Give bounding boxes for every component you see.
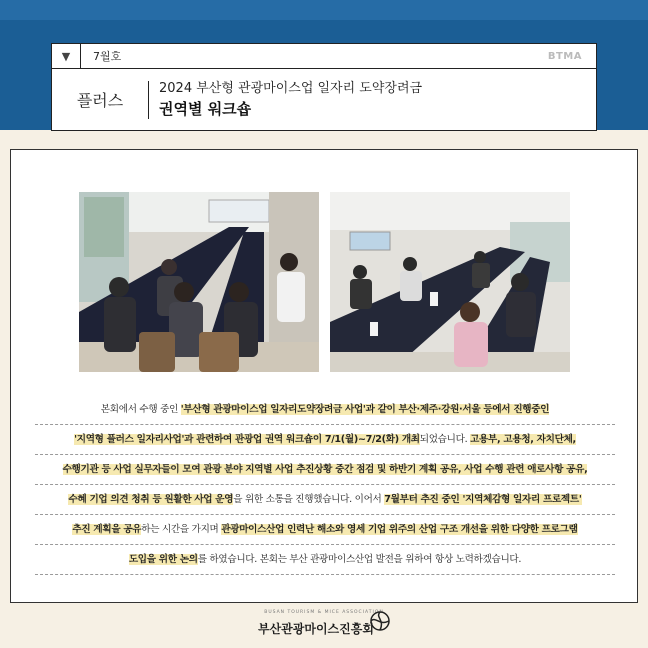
body-line — [35, 425, 615, 455]
workshop-photo-2 — [330, 192, 570, 372]
footer — [0, 606, 648, 648]
issue-bar — [51, 43, 597, 69]
footer-org-english: BUSAN TOURISM & MICE ASSOCIATION — [264, 610, 384, 615]
title-box — [51, 69, 597, 131]
footer-org-name: 부산관광마이스진흥회 — [258, 622, 374, 636]
body-line — [35, 545, 615, 575]
highlighted-text: 수행기관 등 사업 실무자들이 모여 관광 분야 지역별 사업 추진상황 중간 점검 및 하반기 계획 공유, 사업 수행 관련 애로사항 공유, — [62, 464, 588, 475]
body-text: 를 하였습니다. 본회는 부산 관광마이스산업 발전을 위하여 항상 노력하겠습니다. — [197, 554, 522, 565]
page-title: 권역별 워크숍 — [159, 99, 252, 118]
body-line — [35, 395, 615, 425]
body-line — [35, 515, 615, 545]
category-label: 플러스 — [76, 91, 124, 110]
page-subtitle: 2024 부산형 관광마이스업 일자리 도약장려금 — [159, 80, 423, 96]
highlighted-text: '지역형 플러스 일자리사업'과 관련하여 관광업 권역 워크숍이 7/1(월)~7/2(화) 개최 — [74, 434, 420, 445]
content-panel — [10, 149, 638, 603]
body-text: 되었습니다. — [419, 434, 471, 445]
highlighted-text: 도입을 위한 논의 — [128, 554, 198, 565]
title-divider — [148, 81, 149, 119]
body-line — [35, 485, 615, 515]
body-text: 본회에서 수행 중인 — [100, 404, 181, 415]
highlighted-text: 고용부, 고용청, 자치단체, — [470, 434, 576, 445]
triangle-down-icon[interactable]: ▼ — [52, 44, 81, 68]
highlighted-text: '부산형 관광마이스업 일자리도약장려금 사업'과 같이 부산·제주·강원·서울 등에서 진행중인 — [180, 404, 550, 415]
body-text: 을 위한 소통을 진행했습니다. 이어서 — [233, 494, 385, 505]
highlighted-text: 7월부터 추진 중인 '지역체감형 일자리 프로젝트' — [384, 494, 582, 505]
header-strip — [0, 0, 648, 20]
title-lines — [159, 80, 422, 120]
association-logo-icon — [369, 610, 391, 632]
highlighted-text: 추진 계획을 공유 — [72, 524, 142, 535]
article-body — [35, 395, 615, 575]
issue-label: 7월호 — [93, 50, 122, 63]
body-text: 하는 시간을 가지며 — [141, 524, 222, 535]
highlighted-text: 수혜 기업 의견 청취 등 원활한 사업 운영 — [68, 494, 234, 505]
body-line — [35, 455, 615, 485]
workshop-photo-1 — [79, 192, 319, 372]
highlighted-text: 관광마이스산업 인력난 해소와 영세 기업 위주의 산업 구조 개선을 위한 다양한 프로그램 — [221, 524, 578, 535]
org-abbr: BTMA — [547, 50, 582, 62]
